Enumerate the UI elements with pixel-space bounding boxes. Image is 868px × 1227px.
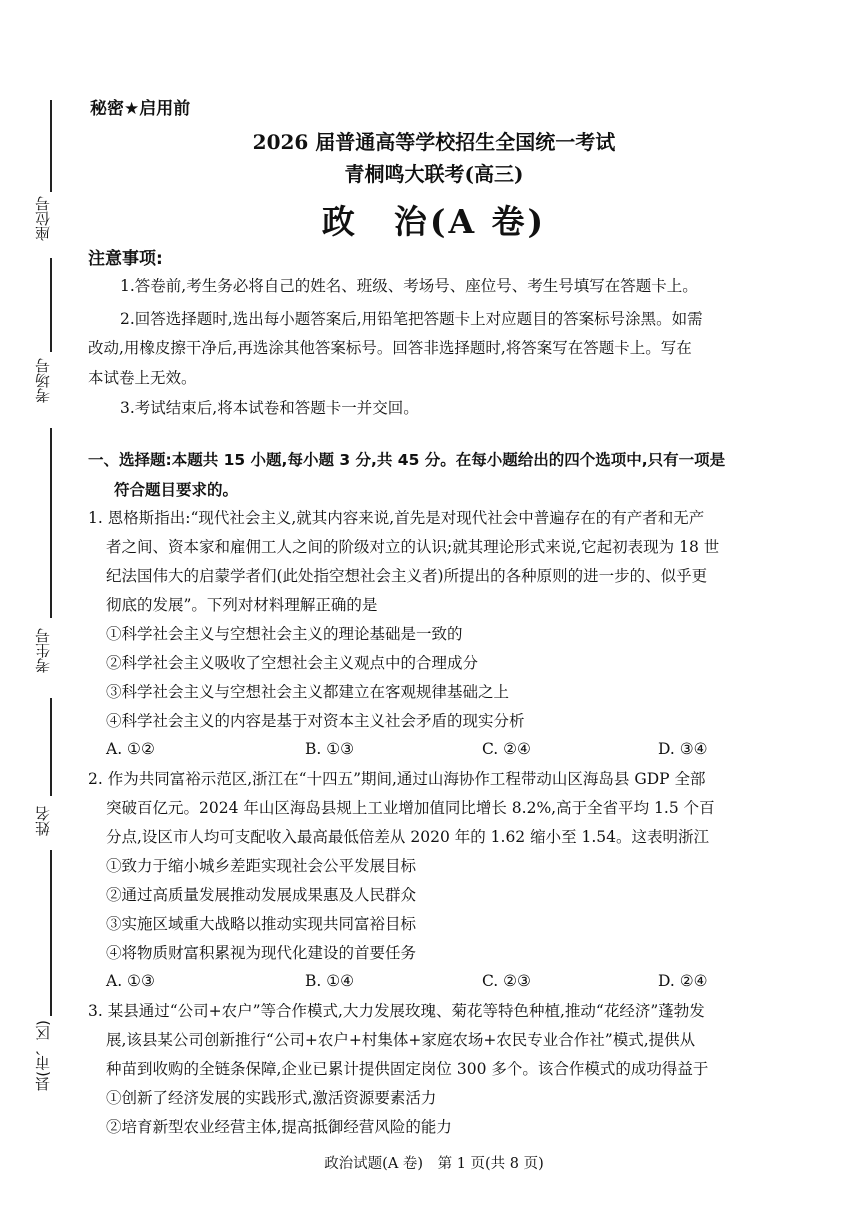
question-1-option-a: A. ①② — [106, 740, 155, 758]
margin-line — [50, 698, 52, 796]
question-2-statement: ②通过高质量发展推动发展成果惠及人民群众 — [106, 886, 417, 904]
question-2-statement: ①致力于缩小城乡差距实现社会公平发展目标 — [106, 857, 417, 875]
notice-line: 3.考试结束后,将本试卷和答题卡一并交回。 — [120, 399, 419, 417]
name-label: 姓名 — [34, 806, 52, 836]
page-footer: 政治试题(A 卷) 第 1 页(共 8 页) — [324, 1156, 544, 1172]
notice-line: 1.答卷前,考生务必将自己的姓名、班级、考场号、座位号、考生号填写在答题卡上。 — [120, 277, 698, 295]
question-1-option-c: C. ②④ — [482, 740, 531, 758]
subject-title: 政 治(A 卷) — [321, 202, 547, 241]
question-2-option-b: B. ①④ — [305, 972, 355, 990]
seat-number-label: 座位号 — [34, 196, 52, 241]
county-label: 县(市、区) — [34, 1020, 52, 1092]
question-3-statement: ①创新了经济发展的实践形式,激活资源要素活力 — [106, 1089, 437, 1107]
question-3-stem: 种苗到收购的全链条保障,企业已累计提供固定岗位 300 多个。该合作模式的成功得益于 — [106, 1060, 709, 1078]
question-2-stem: 2. 作为共同富裕示范区,浙江在“十四五”期间,通过山海协作工程带动山区海岛县 GDP 全部 — [88, 770, 706, 788]
notice-line: 改动,用橡皮擦干净后,再选涂其他答案标号。回答非选择题时,将答案写在答题卡上。写在 — [88, 339, 692, 357]
question-2-option-a: A. ①③ — [106, 972, 155, 990]
question-1-stem: 彻底的发展”。下列对材料理解正确的是 — [106, 596, 378, 614]
exam-number-label: 考生号 — [34, 628, 52, 673]
question-2-statement: ④将物质财富积累视为现代化建设的首要任务 — [106, 944, 417, 962]
question-3-statement: ②培育新型农业经营主体,提高抵御经营风险的能力 — [106, 1118, 452, 1136]
question-2-stem: 突破百亿元。2024 年山区海岛县规上工业增加值同比增长 8.2%,高于全省平均 1.5 个百 — [106, 799, 715, 817]
margin-line — [50, 850, 52, 1016]
notice-line: 2.回答选择题时,选出每小题答案后,用铅笔把答题卡上对应题目的答案标号涂黑。如需 — [120, 310, 703, 328]
question-1-stem: 者之间、资本家和雇佣工人之间的阶级对立的认识;就其理论形式来说,它起初表现为 18 世 — [106, 538, 720, 556]
question-3-stem: 展,该县某公司创新推行“公司+农户+村集体+家庭农场+农民专业合作社”模式,提供从 — [106, 1031, 696, 1049]
exam-subtitle: 青桐鸣大联考(高三) — [344, 162, 524, 186]
exam-title: 2026 届普通高等学校招生全国统一考试 — [252, 130, 616, 154]
question-2-option-d: D. ②④ — [658, 972, 708, 990]
notice-heading: 注意事项: — [88, 249, 163, 269]
question-1-statement: ②科学社会主义吸收了空想社会主义观点中的合理成分 — [106, 654, 479, 672]
question-3-stem: 3. 某县通过“公司+农户”等合作模式,大力发展玫瑰、菊花等特色种植,推动“花经济”蓬勃发 — [88, 1002, 705, 1020]
room-number-label: 考场号 — [34, 358, 52, 403]
question-1-statement: ①科学社会主义与空想社会主义的理论基础是一致的 — [106, 625, 463, 643]
notice-line: 本试卷上无效。 — [88, 369, 197, 387]
question-1-stem: 纪法国伟大的启蒙学者们(此处指空想社会主义者)所提出的各种原则的进一步的、似乎更 — [106, 567, 708, 585]
question-2-stem: 分点,设区市人均可支配收入最高最低倍差从 2020 年的 1.62 缩小至 1.54。这表明浙江 — [106, 828, 710, 846]
margin-line — [50, 428, 52, 618]
question-1-statement: ④科学社会主义的内容是基于对资本主义社会矛盾的现实分析 — [106, 712, 525, 730]
question-1-option-b: B. ①③ — [305, 740, 355, 758]
question-2-option-c: C. ②③ — [482, 972, 531, 990]
question-2-statement: ③实施区域重大战略以推动实现共同富裕目标 — [106, 915, 417, 933]
question-1-option-d: D. ③④ — [658, 740, 708, 758]
section-heading-cont: 符合题目要求的。 — [114, 481, 239, 499]
secret-mark: 秘密★启用前 — [90, 99, 191, 119]
question-1-statement: ③科学社会主义与空想社会主义都建立在客观规律基础之上 — [106, 683, 510, 701]
section-heading: 一、选择题:本题共 15 小题,每小题 3 分,共 45 分。在每小题给出的四个选项中,只有一项是 — [88, 451, 726, 469]
margin-line — [50, 258, 52, 352]
question-1-stem: 1. 恩格斯指出:“现代社会主义,就其内容来说,首先是对现代社会中普遍存在的有产者和无产 — [88, 509, 705, 527]
